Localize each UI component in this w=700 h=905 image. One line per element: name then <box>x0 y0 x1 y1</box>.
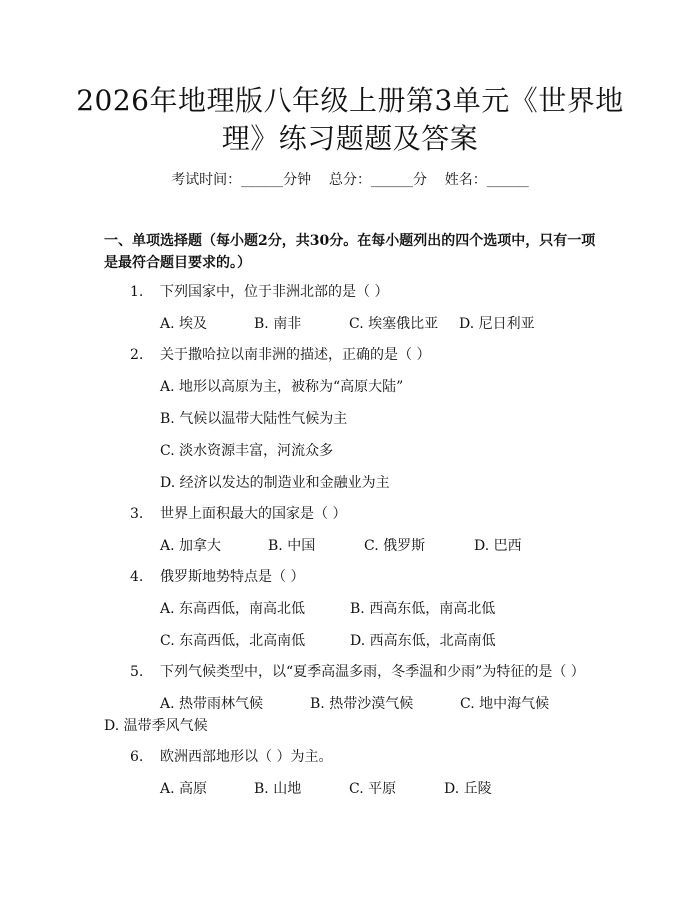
document-title-line2: 理》练习题题及答案 <box>221 122 479 155</box>
option-a: A. 加拿大 <box>160 538 222 554</box>
document-title-line1: 2026年地理版八年级上册第3单元《世界地 <box>76 84 624 117</box>
option-b: B. 山地 <box>254 781 302 797</box>
question-number: 2. <box>130 347 144 363</box>
option-c: C. 淡水资源丰富，河流众多 <box>160 443 334 459</box>
question-number: 4. <box>130 569 144 585</box>
section-heading-line2: 是最符合题目要求的。） <box>104 255 251 271</box>
question-number: 5. <box>130 664 144 680</box>
option-b: B. 中国 <box>268 538 316 554</box>
question-text: 下列国家中，位于非洲北部的是（ ） <box>160 284 389 300</box>
option-c: C. 平原 <box>349 781 397 797</box>
section-heading-line1: 一、单项选择题（每小题2分，共30分。在每小题列出的四个选项中，只有一项 <box>104 233 596 249</box>
question-number: 3. <box>130 506 144 522</box>
option-a: A. 高原 <box>160 781 208 797</box>
option-d: D. 尼日利亚 <box>459 316 535 332</box>
option-b: B. 西高东低，南高北低 <box>350 601 496 617</box>
option-c: C. 东高西低，北高南低 <box>160 633 306 649</box>
question-text: 关于撒哈拉以南非洲的描述，正确的是（ ） <box>160 347 431 363</box>
option-b: B. 热带沙漠气候 <box>310 696 414 712</box>
question-number: 1. <box>130 284 144 300</box>
question-text: 欧洲西部地形以（ ）为主。 <box>160 749 333 765</box>
question-number: 6. <box>130 749 144 765</box>
option-d: D. 西高东低，北高南低 <box>350 633 496 649</box>
option-a: A. 热带雨林气候 <box>160 696 264 712</box>
option-d: D. 温带季风气候 <box>104 718 208 734</box>
option-c: C. 地中海气候 <box>460 696 550 712</box>
option-c: C. 俄罗斯 <box>364 538 426 554</box>
exam-meta-line: 考试时间：______分钟 总分：______分 姓名：______ <box>171 172 529 188</box>
option-b: B. 气候以温带大陆性气候为主 <box>160 411 348 427</box>
option-a: A. 地形以高原为主，被称为“高原大陆” <box>160 379 404 395</box>
option-d: D. 丘陵 <box>444 781 492 797</box>
option-a: A. 埃及 <box>160 316 208 332</box>
option-d: D. 经济以发达的制造业和金融业为主 <box>160 475 390 491</box>
option-d: D. 巴西 <box>474 538 522 554</box>
option-c: C. 埃塞俄比亚 <box>349 316 439 332</box>
option-b: B. 南非 <box>254 316 302 332</box>
question-text: 下列气候类型中，以“夏季高温多雨，冬季温和少雨”为特征的是（ ） <box>160 664 585 680</box>
question-text: 世界上面积最大的国家是（ ） <box>160 506 347 522</box>
question-text: 俄罗斯地势特点是（ ） <box>160 569 305 585</box>
option-a: A. 东高西低，南高北低 <box>160 601 306 617</box>
